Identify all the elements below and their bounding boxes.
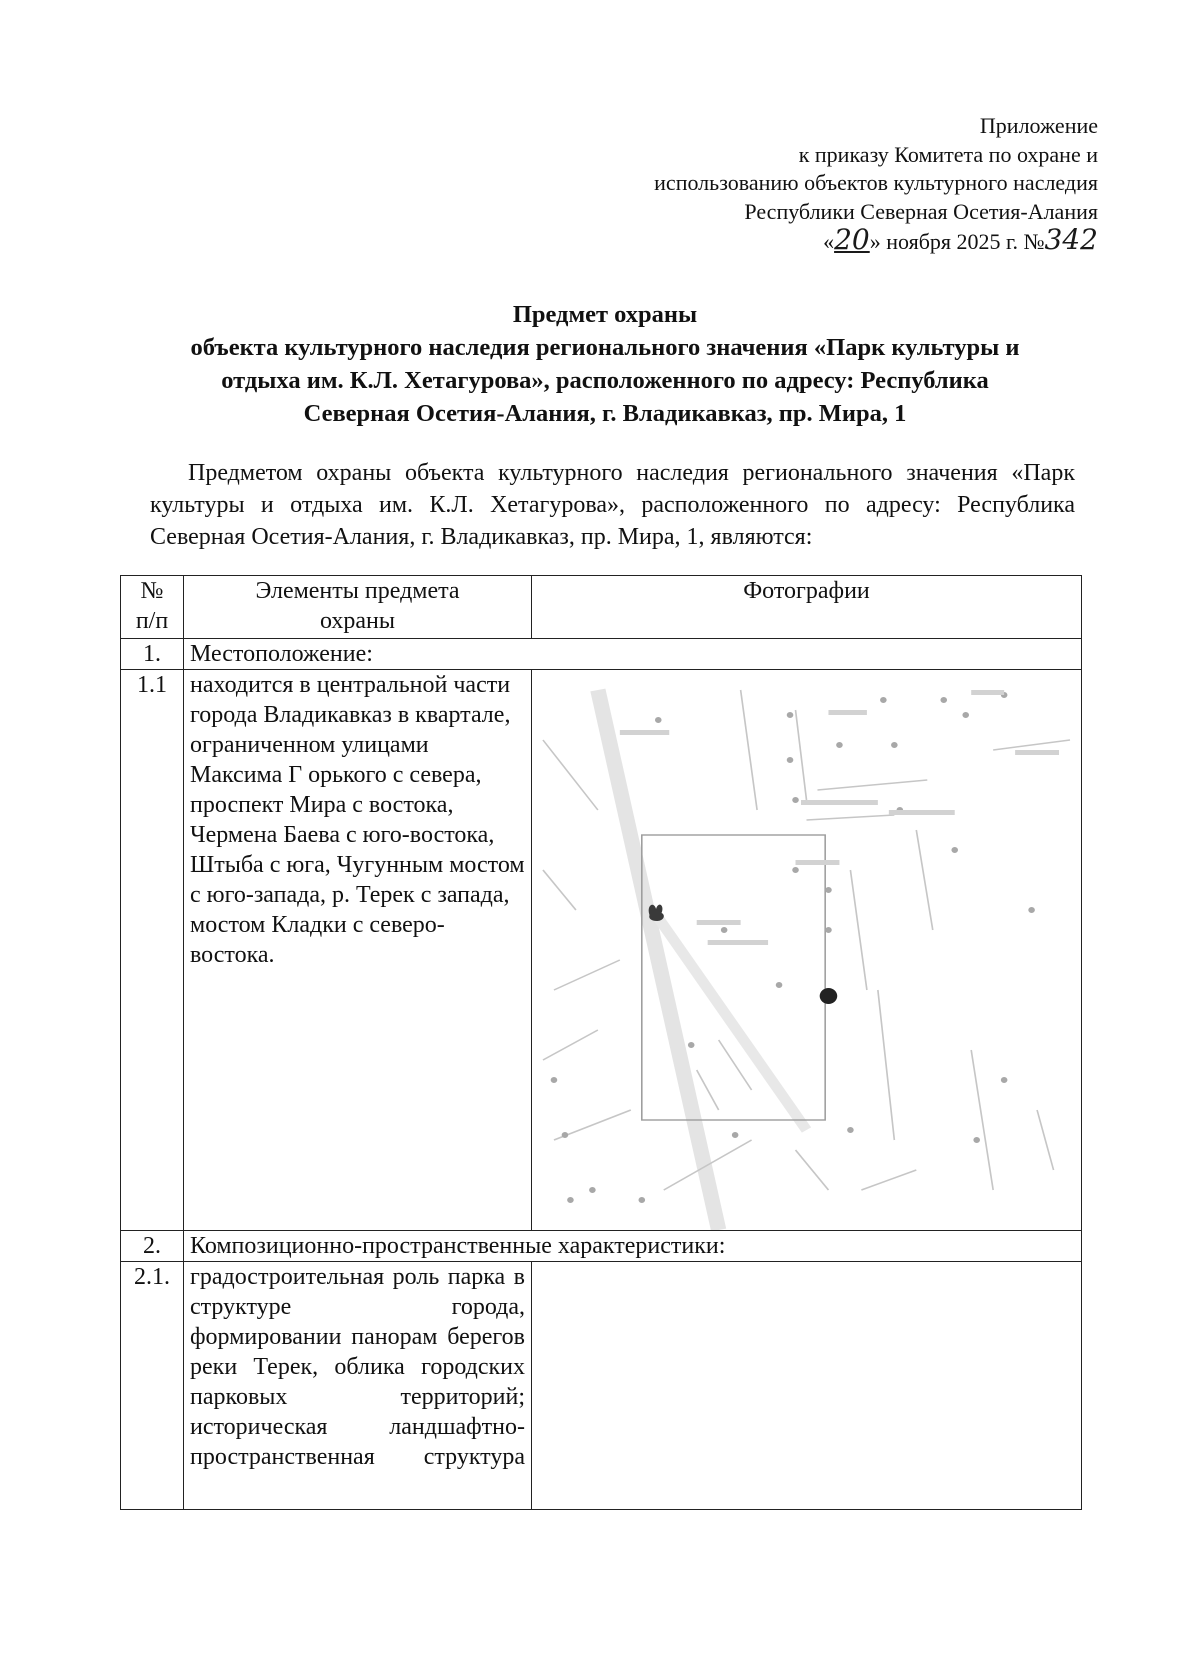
title-line: Северная Осетия-Алания, г. Владикавказ, пр. Мира, 1 [303,400,907,427]
header-elements-line: Элементы предмета [255,578,460,604]
header-number [121,576,184,639]
table-header-row [121,576,1082,639]
annex-line: к приказу Комитета по охране и [798,141,1098,167]
date-open-quote: « [823,229,835,254]
map-pin [820,988,838,1004]
row-number: 2.1. [121,1262,184,1510]
annex-line: Приложение [979,113,1098,138]
header-number-line: п/п [135,608,169,634]
statue-marker [649,905,664,921]
intro-paragraph [150,457,1075,553]
location-map-image [532,670,1081,1230]
header-photos: Фотографии [532,576,1082,639]
row-description: градостроительная роль парка в структуре города, формировании панорам берегов реки Терек, облика городских парковых территорий; историческая ландшафтно-пространственная структура [184,1262,532,1510]
table-row [121,639,1082,670]
row-section-title: Местоположение: [184,639,1082,670]
handwritten-day: 20 [834,223,870,256]
title-line: Предмет охраны [512,301,698,328]
row-number: 2. [121,1231,184,1262]
header-elements [184,576,532,639]
table-row [121,670,1082,1231]
title-line: объекта культурного наследия регионального значения «Парк культуры и [190,334,1020,361]
table-row [121,1231,1082,1262]
row-number: 1.1 [121,670,184,1231]
location-map-photo [532,670,1082,1231]
annex-block [654,112,1098,257]
date-rest: » ноября 2025 г. № [869,229,1045,254]
photo-cell-empty [532,1262,1082,1510]
row-description: находится в центральной части города Владикавказ в квартале, ограниченном улицами Максима Г орького с севера, проспект Мира с востока, Чермена Баева с юго-востока, Штыба с юга, Чугунным мостом с юго-запада, р. Терек с запада, мостом Кладки с северо-востока. [184,670,532,1231]
row-section-title: Композиционно-пространственные характеристики: [184,1231,1082,1262]
annex-line: использованию объектов культурного наследия [654,170,1098,195]
row-number: 1. [121,639,184,670]
intro-text: Предметом охраны объекта культурного наследия регионального значения «Парк культуры и отдыха им. К.Л. Хетагурова», расположенного по адресу: Республика Северная Осетия-Алания, г. Владикавказ, пр. Мира, 1, являются: [150,460,1075,550]
table-row [121,1262,1082,1510]
annex-line: Республики Северная Осетия-Алания [744,198,1098,224]
handwritten-number: 342 [1044,223,1098,256]
annex-date-line [654,223,1098,257]
document-title [130,298,1080,430]
title-line: отдыха им. К.Л. Хетагурова», расположенного по адресу: Республика [221,367,989,394]
header-elements-line: охраны [319,608,396,634]
protection-subject-table [120,575,1082,1510]
header-number-line: № [140,578,164,604]
